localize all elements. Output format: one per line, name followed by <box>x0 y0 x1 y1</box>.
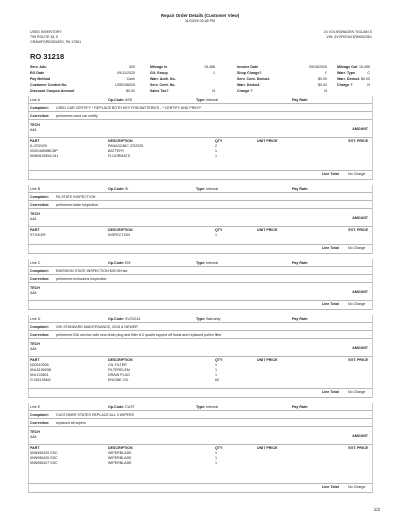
section-divider <box>28 200 372 201</box>
summary-label: Warr. Type <box>337 71 355 75</box>
part-description: ENGINE OIL <box>108 378 129 382</box>
part-qty: 1 <box>215 149 217 153</box>
page-number: 1/2 <box>373 507 380 512</box>
pay-rate-label: Pay Rate: <box>292 98 309 102</box>
parts-header-ext-price: EXT. PRICE <box>348 139 368 143</box>
summary-label: Sales Tax? <box>150 89 169 93</box>
parts-header-unit-price: UNIT PRICE <box>257 358 278 362</box>
correction-text: performed state inspection <box>56 203 99 207</box>
summary-label: Charge ? <box>237 89 253 93</box>
correction-label: Correction: <box>30 421 50 425</box>
section-divider <box>28 483 372 484</box>
parts-header-ext-price: EXT. PRICE <box>348 358 368 362</box>
summary-label: Mileage In <box>150 65 168 69</box>
summary-value: N <box>367 83 370 87</box>
parts-header-qty: QTY <box>215 228 223 232</box>
part-number: 000016898BCBP <box>30 149 58 153</box>
line-name: Line E <box>30 405 41 409</box>
parts-header-ext-price: EXT. PRICE <box>348 228 368 232</box>
summary-value: 09/18/2025 <box>309 65 327 69</box>
part-number: G 052195M2 <box>30 378 51 382</box>
tech-value: A48 <box>30 347 37 351</box>
report-title: Repair Order Details (Customer View) <box>160 13 240 18</box>
section-divider <box>28 274 372 275</box>
parts-header-description: DESCRIPTION <box>108 446 133 450</box>
parts-header-part: PART <box>30 358 40 362</box>
section-border <box>372 315 373 398</box>
summary-label: Invoice Date <box>237 65 259 69</box>
section-divider <box>28 426 372 427</box>
summary-label: Warr. Auth. No. <box>150 77 176 81</box>
complaint-label: Complaint: <box>30 325 49 329</box>
line-total-value: No Charge <box>348 172 366 176</box>
dealer-address: 795 ROUTE 81 S <box>30 35 58 39</box>
parts-header-unit-price: UNIT PRICE <box>257 139 278 143</box>
line-total-label: Line Total <box>322 246 339 250</box>
complaint-text: EMISSION STATE INSPECTION $39.95+tax <box>56 269 128 273</box>
amount-label: AMOUNT <box>352 434 368 438</box>
part-number: 5NN955425 SSC <box>30 451 58 455</box>
opcode-label: Op-Code: <box>108 405 125 409</box>
amount-label: AMOUNT <box>352 127 368 131</box>
summary-value: C <box>367 71 370 75</box>
parts-header-unit-price: UNIT PRICE <box>257 228 278 232</box>
summary-value: $0.00 <box>126 89 135 93</box>
complaint-label: Complaint: <box>30 269 49 273</box>
summary-label: Pay Method <box>30 77 51 81</box>
section-divider <box>28 119 372 120</box>
vehicle-vin: VIN: 3VVFB7AX1RM092361 <box>326 35 372 39</box>
part-number: A-CR2025 <box>30 144 47 148</box>
summary-value: $0.00 <box>318 83 327 87</box>
summary-label: Warr. Deduct. <box>237 83 261 87</box>
part-number: 5NL103801 <box>30 373 49 377</box>
pay-rate-label: Pay Rate: <box>292 317 309 321</box>
part-number: 5NN955426 SSC <box>30 456 58 460</box>
part-qty: 1 <box>215 373 217 377</box>
section-bottom-border <box>28 309 372 310</box>
parts-header-description: DESCRIPTION <box>108 358 133 362</box>
summary-value: N <box>324 89 327 93</box>
section-border <box>372 403 373 493</box>
summary-value: 15,495 <box>359 65 370 69</box>
correction-label: Correction: <box>30 114 50 118</box>
amount-label: AMOUNT <box>352 216 368 220</box>
correction-label: Correction: <box>30 277 50 281</box>
section-divider <box>28 300 372 301</box>
part-qty: 1 <box>215 233 217 237</box>
part-description: FILTERELEM <box>108 368 130 372</box>
section-border <box>28 403 29 493</box>
line-total-label: Line Total <box>322 172 339 176</box>
line-total-value: No Charge <box>348 302 366 306</box>
section-divider <box>28 330 372 331</box>
section-border <box>372 259 373 310</box>
section-divider <box>28 418 372 419</box>
opcode-value: SI <box>125 187 129 191</box>
correction-text: performed emissions inspection <box>56 277 107 281</box>
section-divider <box>28 444 372 445</box>
parts-header-description: DESCRIPTION <box>108 139 133 143</box>
complaint-label: Complaint: <box>30 106 49 110</box>
summary-value: $0.00 <box>318 77 327 81</box>
opcode-value: ASS <box>125 98 133 102</box>
section-border <box>372 96 373 180</box>
part-description: DRAIN PLUG <box>108 373 130 377</box>
section-divider <box>28 410 372 411</box>
complaint-text: CUSTOMER STATES REPLACE ALL 3 WIPERS <box>56 413 134 417</box>
summary-label: Shop Charge? <box>237 71 262 75</box>
section-divider <box>28 338 372 339</box>
part-description: FLOORMATS <box>108 154 131 158</box>
section-bottom-border <box>28 179 372 180</box>
tech-value: A48 <box>30 217 37 221</box>
line-total-value: No Charge <box>348 246 366 250</box>
line-name: Line A <box>30 98 40 102</box>
opcode-value: EM <box>125 261 131 265</box>
dealer-city: CRAWFORDSBURG, PA 17961 <box>30 40 82 44</box>
pay-rate-label: Pay Rate: <box>292 187 309 191</box>
summary-value: 305 <box>129 65 135 69</box>
correction-text: performed 20k service with new drain plug and filter 6.0 quarts topped off fluids and replaced pollen filter <box>56 333 222 337</box>
type-value: Warranty <box>206 317 221 321</box>
type-value: Internal <box>206 405 218 409</box>
section-bottom-border <box>28 397 372 398</box>
part-description: BATTERY <box>108 149 125 153</box>
parts-header-ext-price: EXT. PRICE <box>348 446 368 450</box>
amount-label: AMOUNT <box>352 290 368 294</box>
correction-text: performed used car certify <box>56 114 98 118</box>
section-bottom-border <box>28 492 372 493</box>
line-name: Line C <box>30 261 41 265</box>
type-label: Type: <box>196 98 206 102</box>
part-qty: 1 <box>215 363 217 367</box>
tech-label: TECH <box>30 430 40 434</box>
type-label: Type: <box>196 405 206 409</box>
part-number: 5NL819653B <box>30 368 51 372</box>
part-qty: 1 <box>215 368 217 372</box>
part-qty: 1 <box>215 451 217 455</box>
summary-label: Serv. Adv. <box>30 65 47 69</box>
part-description: PANASONIC CR2025 <box>108 144 144 148</box>
line-total-label: Line Total <box>322 485 339 489</box>
part-number: N20010905 <box>30 363 49 367</box>
part-description: OIL FILTER <box>108 363 127 367</box>
correction-label: Correction: <box>30 333 50 337</box>
line-name: Line B <box>30 187 41 191</box>
section-divider <box>28 282 372 283</box>
summary-label: Customer Control No. <box>30 83 68 87</box>
parts-header-qty: QTY <box>215 446 223 450</box>
part-description: WIPERBLADE <box>108 461 132 465</box>
summary-value: 15,488 <box>204 65 215 69</box>
summary-label: Warr. Deduct. <box>337 77 361 81</box>
section-divider <box>28 192 372 193</box>
summary-value: N <box>212 89 215 93</box>
complaint-label: Complaint: <box>30 195 49 199</box>
section-divider <box>28 356 372 357</box>
summary-label: Mileage Out <box>337 65 358 69</box>
parts-header-qty: QTY <box>215 358 223 362</box>
summary-label: Discount Coupon Amount <box>30 89 75 93</box>
line-total-value: No Charge <box>348 390 366 394</box>
parts-header-part: PART <box>30 446 40 450</box>
complaint-text: 20K STANDARD MAINTENANCE, 2018 & NEWER <box>56 325 138 329</box>
summary-value: 09/11/2025 <box>117 71 135 75</box>
line-total-label: Line Total <box>322 390 339 394</box>
vehicle-description: 24 VOLKSWAGEN TIGUAN S <box>323 30 372 34</box>
correction-label: Correction: <box>30 203 50 207</box>
complaint-text: USED CAR CERTIFY * REPLACE BOTH KEY FOB BATTERIES - * CERTIFY AND PRINT* <box>56 106 202 110</box>
tech-value: A48 <box>30 435 37 439</box>
opcode-label: Op-Code: <box>108 261 125 265</box>
report-timestamp: 11/03/25 02:46 PM <box>184 19 216 23</box>
complaint-label: Complaint: <box>30 413 49 417</box>
type-value: Internal <box>206 261 218 265</box>
part-qty: 1 <box>215 461 217 465</box>
section-border <box>372 185 373 254</box>
parts-header-part: PART <box>30 139 40 143</box>
section-divider <box>28 244 372 245</box>
type-value: Internal <box>206 98 218 102</box>
tech-value: A48 <box>30 128 37 132</box>
summary-value: Y <box>324 71 327 75</box>
summary-value: $0.00 <box>361 77 370 81</box>
part-description: INSPECTION <box>108 233 130 237</box>
line-total-label: Line Total <box>322 302 339 306</box>
parts-header-part: PART <box>30 228 40 232</box>
summary-label: RO Date <box>30 71 45 75</box>
opcode-label: Op-Code: <box>108 187 125 191</box>
tech-label: TECH <box>30 342 40 346</box>
parts-header-qty: QTY <box>215 139 223 143</box>
part-qty: 60 <box>215 378 219 382</box>
type-label: Type: <box>196 317 206 321</box>
section-divider <box>28 137 372 138</box>
summary-label: Charge ? <box>337 83 353 87</box>
section-bottom-border <box>28 253 372 254</box>
parts-header-unit-price: UNIT PRICE <box>257 446 278 450</box>
summary-label: G/L Group <box>150 71 168 75</box>
opcode-value: SVC0014 <box>125 317 141 321</box>
summary-label: Serv. Cont. No. <box>150 83 176 87</box>
section-divider <box>28 111 372 112</box>
part-number: 5NN061550A 041 <box>30 154 59 158</box>
tech-label: TECH <box>30 212 40 216</box>
section-divider <box>28 266 372 267</box>
summary-value: USED06025 <box>115 83 135 87</box>
summary-value: 1 <box>213 71 215 75</box>
tech-label: TECH <box>30 286 40 290</box>
amount-label: AMOUNT <box>352 346 368 350</box>
section-divider <box>28 170 372 171</box>
complaint-text: PA STATE INSPECTION <box>56 195 96 199</box>
part-number: 5NN955427 SSC <box>30 461 58 465</box>
part-description: WIPERBLADE <box>108 451 132 455</box>
ro-number: RO 31218 <box>30 52 65 61</box>
part-qty: 1 <box>215 154 217 158</box>
section-divider <box>28 322 372 323</box>
parts-header-description: DESCRIPTION <box>108 228 133 232</box>
summary-label: Serv. Cont. Deduct. <box>237 77 270 81</box>
type-value: Internal <box>206 187 218 191</box>
tech-value: A48 <box>30 291 37 295</box>
opcode-label: Op-Code: <box>108 98 125 102</box>
type-label: Type: <box>196 187 206 191</box>
section-divider <box>28 226 372 227</box>
part-qty: 1 <box>215 456 217 460</box>
part-qty: 2 <box>215 144 217 148</box>
dealer-name: USED INVENTORY <box>30 30 62 34</box>
type-label: Type: <box>196 261 206 265</box>
part-number: STICKER <box>30 233 46 237</box>
pay-rate-label: Pay Rate: <box>292 261 309 265</box>
pay-rate-label: Pay Rate: <box>292 405 309 409</box>
line-name: Line D <box>30 317 41 321</box>
line-total-value: No Charge <box>348 485 366 489</box>
opcode-label: Op-Code: <box>108 317 125 321</box>
tech-label: TECH <box>30 123 40 127</box>
part-description: WIPERBLADE <box>108 456 132 460</box>
correction-text: replaced all wipers <box>56 421 86 425</box>
summary-value: Cash <box>126 77 135 81</box>
section-divider <box>28 388 372 389</box>
section-border <box>28 96 29 180</box>
section-divider <box>28 208 372 209</box>
section-divider <box>28 103 372 104</box>
opcode-value: CUST <box>125 405 135 409</box>
